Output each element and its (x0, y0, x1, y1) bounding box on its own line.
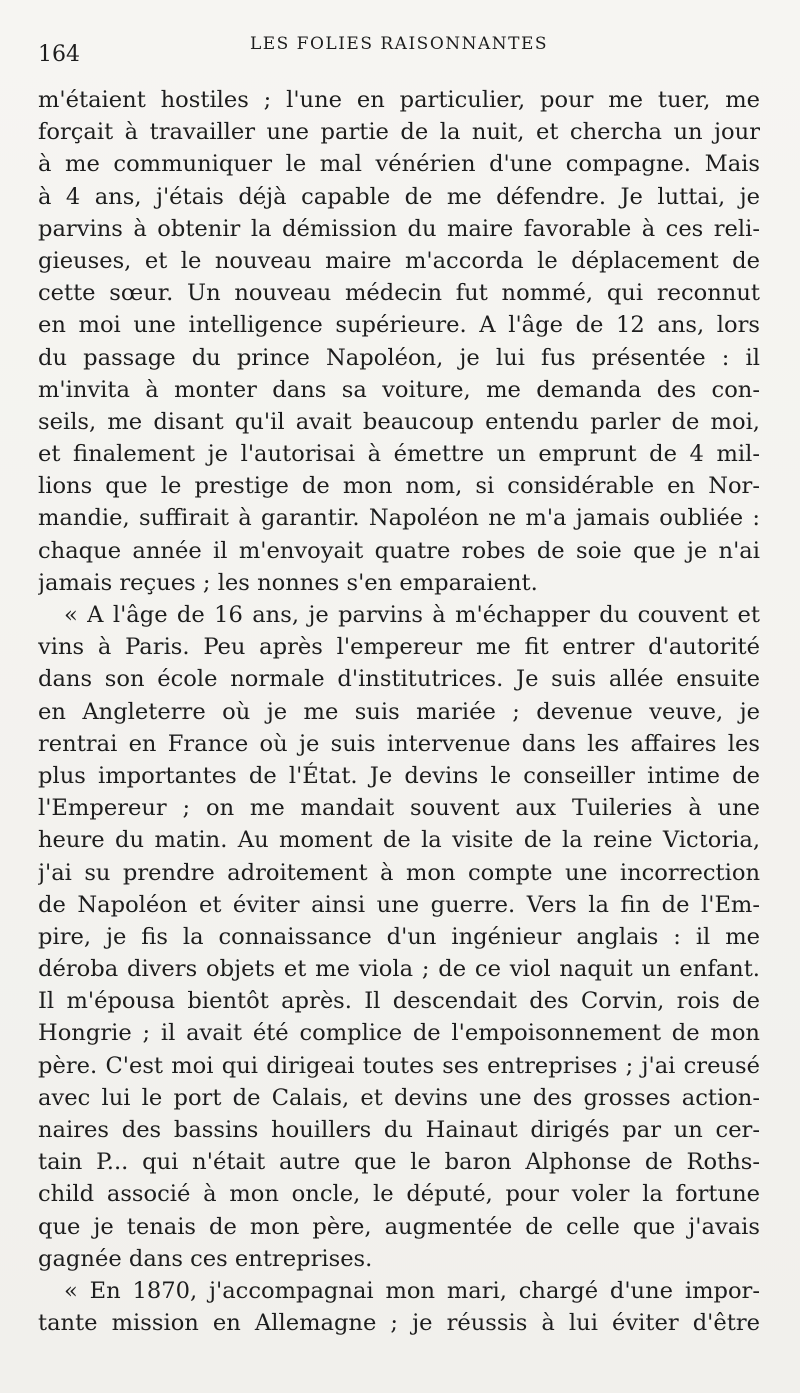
text-line: avec lui le port de Calais, et devins une des grosses action- (38, 1084, 760, 1111)
text-line: et finalement je l'autorisai à émettre un emprunt de 4 mil- (38, 441, 760, 468)
text-line: du passage du prince Napoléon, je lui fus présentée : il (38, 344, 760, 371)
text-line: cette sœur. Un nouveau médecin fut nommé, qui reconnut (38, 280, 760, 307)
text-line: en Angleterre où je me suis mariée ; devenue veuve, je (38, 698, 760, 725)
text-line: à 4 ans, j'étais déjà capable de me défendre. Je luttai, je (38, 183, 760, 210)
text-line: gagnée dans ces entreprises. (38, 1245, 373, 1272)
text-line: plus importantes de l'État. Je devins le conseiller intime de (38, 762, 760, 789)
text-line: Il m'épousa bientôt après. Il descendait des Corvin, rois de (38, 988, 760, 1015)
text-line: dans son école normale d'institutrices. Je suis allée ensuite (38, 666, 760, 693)
text-line: gieuses, et le nouveau maire m'accorda le déplacement de (38, 247, 760, 274)
text-line: lions que le prestige de mon nom, si considérable en Nor- (38, 473, 760, 500)
text-line: chaque année il m'envoyait quatre robes de soie que je n'ai (38, 537, 760, 564)
text-line: heure du matin. Au moment de la visite de la reine Victoria, (38, 827, 760, 854)
text-line: « A l'âge de 16 ans, je parvins à m'échapper du couvent et (64, 602, 760, 628)
paragraph (38, 1275, 760, 1339)
page-number: 164 (38, 42, 80, 67)
paragraph (38, 599, 760, 1275)
text-line: pire, je fis la connaissance d'un ingénieur anglais : il me (38, 923, 760, 950)
running-title: LES FOLIES RAISONNANTES (249, 34, 549, 54)
text-line: en moi une intelligence supérieure. A l'âge de 12 ans, lors (38, 312, 760, 339)
text-line: m'étaient hostiles ; l'une en particulier, pour me tuer, me (38, 87, 760, 113)
text-line: forçait à travailler une partie de la nuit, et chercha un jour (38, 119, 760, 146)
text-line: père. C'est moi qui dirigeai toutes ses entreprises ; j'ai creusé (38, 1052, 760, 1079)
page-header (38, 32, 760, 68)
text-line: child associé à mon oncle, le député, pour voler la fortune (38, 1181, 760, 1208)
text-line: tain P... qui n'était autre que le baron Alphonse de Roths- (38, 1149, 760, 1176)
text-line: « En 1870, j'accompagnai mon mari, chargé d'une impor- (64, 1277, 760, 1304)
text-line: de Napoléon et éviter ainsi une guerre. Vers la fin de l'Em- (38, 891, 760, 918)
text-line: mandie, suffirait à garantir. Napoléon ne m'a jamais oubliée : (38, 505, 760, 532)
text-line: j'ai su prendre adroitement à mon compte une incorrection (38, 859, 760, 886)
text-line: que je tenais de mon père, augmentée de celle que j'avais (38, 1213, 760, 1240)
text-line: déroba divers objets et me viola ; de ce viol naquit un enfant. (38, 956, 760, 983)
text-line: rentrai en France où je suis intervenue dans les affaires les (38, 730, 760, 757)
text-line: l'Empereur ; on me mandait souvent aux Tuileries à une (38, 795, 760, 822)
text-line: seils, me disant qu'il avait beaucoup entendu parler de moi, (38, 408, 760, 435)
text-line: à me communiquer le mal vénérien d'une compagne. Mais (38, 151, 760, 178)
text-line: tante mission en Allemagne ; je réussis à lui éviter d'être (38, 1310, 760, 1337)
text-line: vins à Paris. Peu après l'empereur me fit entrer d'autorité (38, 634, 760, 661)
text-line: m'invita à monter dans sa voiture, me demanda des con- (38, 376, 760, 403)
text-line: Hongrie ; il avait été complice de l'empoisonnement de mon (38, 1020, 760, 1047)
text-line: parvins à obtenir la démission du maire favorable à ces reli- (38, 215, 760, 242)
paragraph (38, 84, 760, 599)
text-line: jamais reçues ; les nonnes s'en emparaient. (38, 569, 538, 596)
body-text (38, 84, 760, 1339)
text-line: naires des bassins houillers du Hainaut dirigés par un cer- (38, 1117, 760, 1143)
